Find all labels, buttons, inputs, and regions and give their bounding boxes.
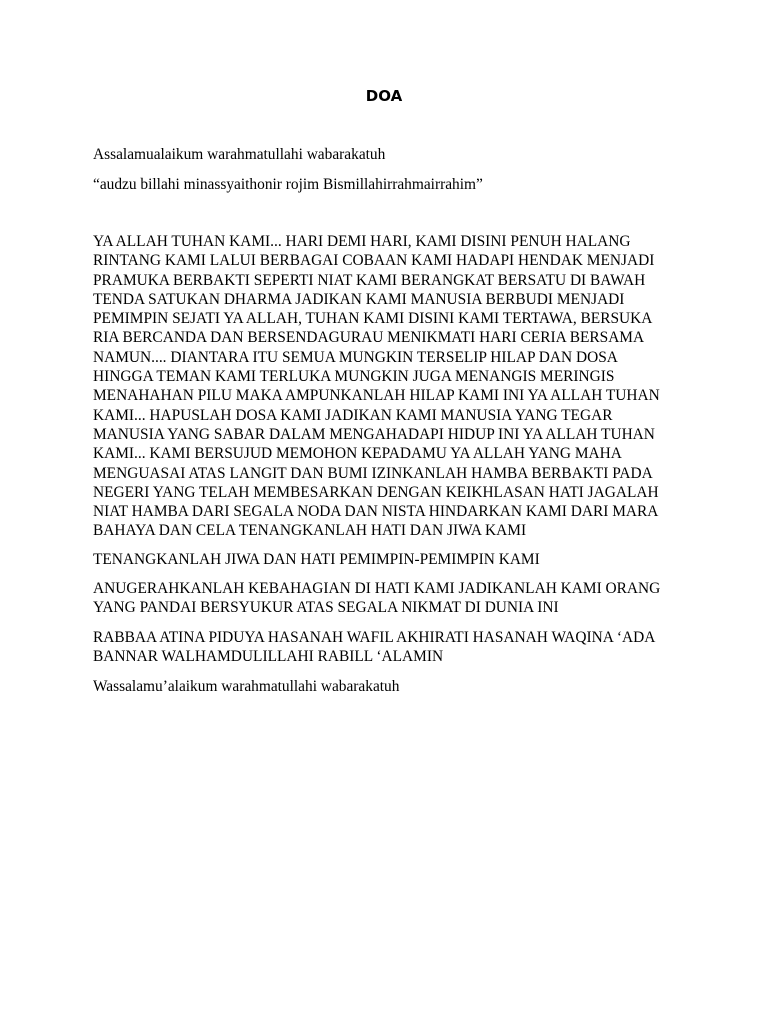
closing-paragraph: Wassalamu’alaikum warahmatullahi wabarakatuh — [93, 678, 400, 695]
greeting-paragraph: Assalamualaikum warahmatullahi wabarakatuh — [93, 146, 386, 163]
rabbana-paragraph: RABBAA ATINA PIDUYA HASANAH WAFIL AKHIRATI HASANAH WAQINA ‘ADA BANNAR WALHAMDULILLAHI RABILL ‘ALAMIN — [93, 629, 655, 666]
document-title: DOA — [365, 87, 403, 105]
main-prayer-paragraph: YA ALLAH TUHAN KAMI... HARI DEMI HARI, KAMI DISINI PENUH HALANG RINTANG KAMI LALUI BERBAGAI COBAAN KAMI HADAPI HENDAK MENJADI PRAMUKA BERBAKTI SEPERTI NIAT KAMI BERANGKAT BERSATU DI BAWAH TENDA SATUKAN DHARMA JADIKAN KAMI MANUSIA BERBUDI MENJADI PEMIMPIN SEJATI YA ALLAH, TUHAN KAMI DISINI KAMI TERTAWA, BERSUKA RIA BERCANDA DAN BERSENDAGURAU MENIKMATI HARI CERIA BERSAMA NAMUN.... DIANTARA ITU SEMUA MUNGKIN TERSELIP HILAP DAN DOSA HINGGA TEMAN KAMI TERLUKA MUNGKIN JUGA MENANGIS MERINGIS MENAHAHAN PILU MAKA AMPUNKANLAH HILAP KAMI INI YA ALLAH TUHAN KAMI... HAPUSLAH DOSA KAMI JADIKAN KAMI MANUSIA YANG TEGAR MANUSIA YANG SABAR DALAM MENGAHADAPI HIDUP INI YA ALLAH TUHAN KAMI... KAMI BERSUJUD MEMOHON KEPADAMU YA ALLAH YANG MAHA MENGUASAI ATAS LANGIT DAN BUMI IZINKANLAH HAMBA BERBAKTI PADA NEGERI YANG TELAH MEMBESARKAN DENGAN KEIKHLASAN HATI JAGALAH NIAT HAMBA DARI SEGALA NODA DAN NISTA HINDARKAN KAMI DARI MARA BAHAYA DAN CELA TENANGKANLAH HATI DAN JIWA KAMI — [93, 233, 660, 540]
taawudz-paragraph: “audzu billahi minassyaithonir rojim Bismillahirrahmairrahim” — [93, 176, 483, 193]
calm-leaders-paragraph: TENANGKANLAH JIWA DAN HATI PEMIMPIN-PEMIMPIN KAMI — [93, 551, 540, 568]
grant-happiness-paragraph: ANUGERAHKANLAH KEBAHAGIAN DI HATI KAMI JADIKANLAH KAMI ORANG YANG PANDAI BERSYUKUR ATAS SEGALA NIKMAT DI DUNIA INI — [93, 580, 661, 617]
